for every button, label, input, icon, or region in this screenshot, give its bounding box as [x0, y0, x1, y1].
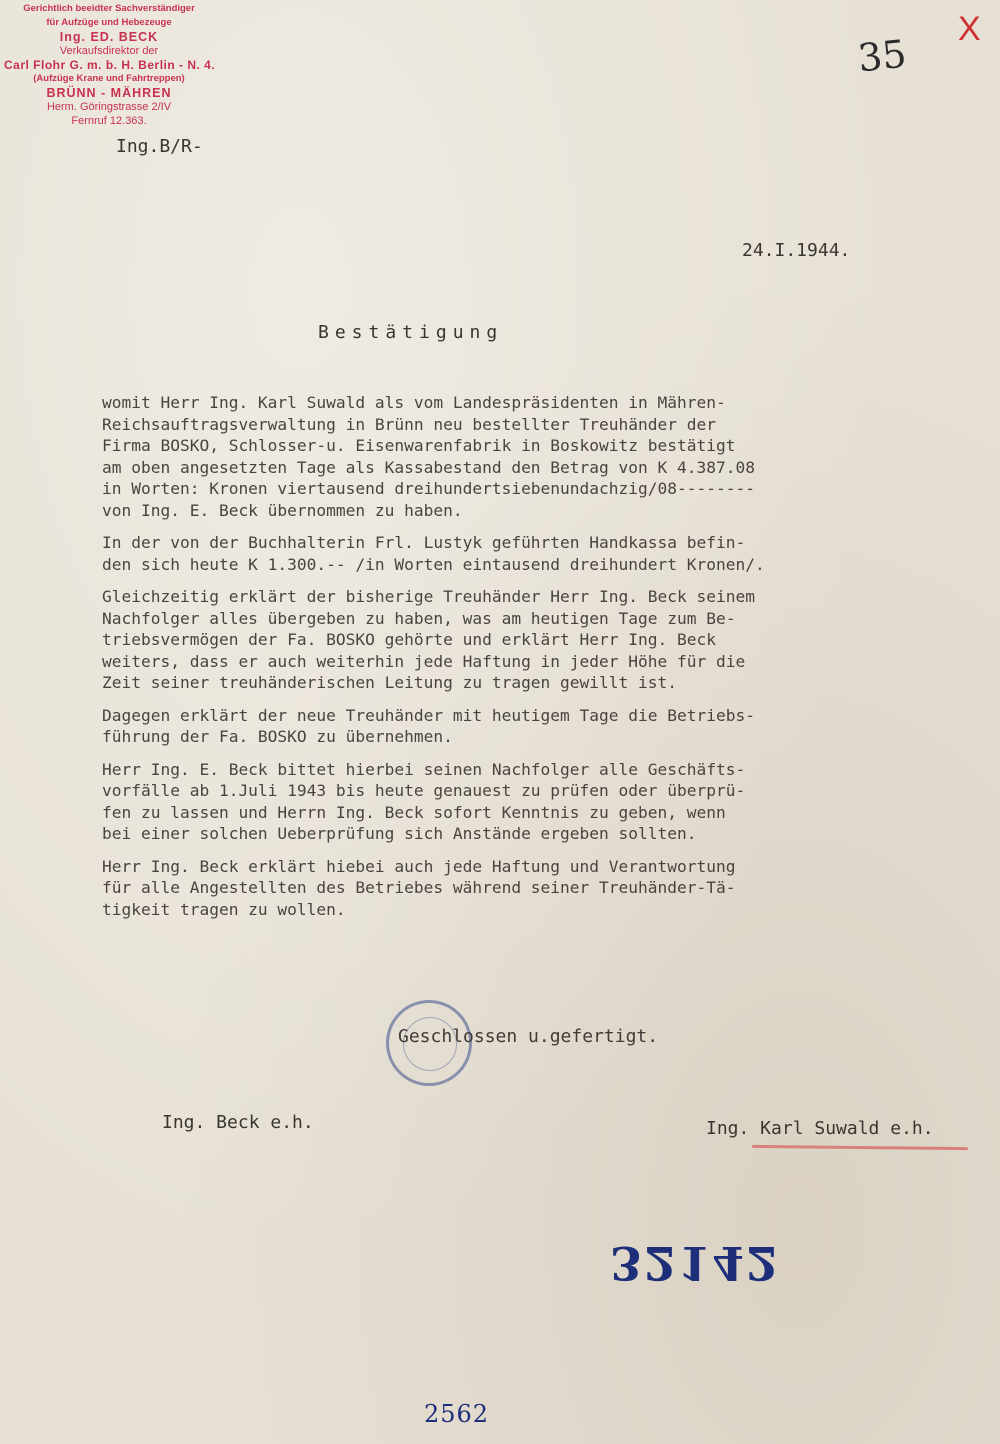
stamp-line: Fernruf 12.363.	[71, 115, 147, 127]
body-line: In der von der Buchhalterin Frl. Lustyk geführten Handkassa befin-	[102, 533, 746, 552]
body-paragraph	[102, 532, 982, 575]
body-line: bei einer solchen Ueberprüfung sich Anstände ergeben sollten.	[102, 824, 697, 843]
body-paragraph	[102, 586, 982, 694]
closing-line: Geschlossen u.gefertigt.	[398, 1026, 659, 1047]
body-line: Dagegen erklärt der neue Treuhänder mit heutigem Tage die Betriebs-	[102, 705, 755, 725]
body-line: führung der Fa. BOSKO zu übernehmen.	[102, 727, 453, 746]
body-paragraph	[102, 759, 982, 845]
body-line: Nachfolger alles übergeben zu haben, was am heutigen Tage zum Be-	[102, 608, 736, 628]
document-date: 24.I.1944.	[742, 240, 851, 261]
body-paragraph	[102, 392, 982, 521]
stamp-line: für Aufzüge und Hebezeuge	[46, 17, 172, 28]
body-line: für alle Angestellten des Betriebes während seiner Treuhänder-Tä-	[102, 878, 736, 897]
stamp-line: Gerichtlich beeidter Sachverständiger	[23, 3, 195, 14]
body-line: vorfälle ab 1.Juli 1943 bis heute genauest zu prüfen oder überprü-	[102, 781, 746, 800]
body-line: Gleichzeitig erklärt der bisherige Treuhänder Herr Ing. Beck seinem	[102, 587, 755, 606]
body-line: tigkeit tragen zu wollen.	[102, 899, 346, 919]
body-line: den sich heute K 1.300.-- /in Worten eintausend dreihundert Kronen/.	[102, 554, 765, 574]
signature-beck: Ing. Beck e.h.	[162, 1112, 314, 1133]
archive-number: 2562	[424, 1400, 490, 1428]
body-line: Herr Ing. Beck erklärt hiebei auch jede Haftung und Verantwortung	[102, 856, 736, 876]
body-line: fen zu lassen und Herrn Ing. Beck sofort Kenntnis zu geben, wenn	[102, 802, 726, 822]
body-line: weiters, dass er auch weiterhin jede Haftung in jeder Höhe für die	[102, 651, 746, 671]
body-line: Herr Ing. E. Beck bittet hierbei seinen Nachfolger alle Geschäfts-	[102, 759, 746, 779]
body-line: Reichsauftragsverwaltung in Brünn neu bestellter Treuhänder der	[102, 414, 716, 434]
stamp-line: Verkaufsdirektor der	[59, 45, 159, 57]
body-line: triebsvermögen der Fa. BOSKO gehörte und erklärt Herr Ing. Beck	[102, 630, 716, 649]
body-line: Firma BOSKO, Schlosser-u. Eisenwarenfabrik in Boskowitz bestätigt	[102, 436, 736, 455]
document-body	[102, 392, 982, 931]
stamp-line: Carl Flohr G. m. b. H. Berlin - N. 4.	[4, 58, 216, 72]
reference-code: Ing.B/R-	[116, 136, 203, 157]
stamp-line: BRÜNN - MÄHREN	[46, 86, 172, 100]
body-line: Zeit seiner treuhänderischen Leitung zu tragen gewillt ist.	[102, 673, 677, 692]
document-title: Bestätigung	[318, 322, 504, 343]
red-underline	[752, 1145, 968, 1150]
body-paragraph	[102, 705, 982, 748]
body-line: in Worten: Kronen viertausend dreihundertsiebenundachzig/08--------	[102, 479, 755, 498]
stamp-line: (Aufzüge Krane und Fahrtreppen)	[33, 73, 185, 84]
handwritten-page-number: 35	[855, 31, 909, 81]
signature-suwald: Ing. Karl Suwald e.h.	[706, 1118, 934, 1139]
letterhead-stamp	[4, 2, 214, 128]
body-line: von Ing. E. Beck übernommen zu haben.	[102, 500, 463, 520]
stamp-line: Ing. ED. BECK	[59, 30, 159, 44]
body-line: am oben angesetzten Tage als Kassabestand den Betrag von K 4.387.08	[102, 457, 755, 477]
red-cross-mark: X	[958, 10, 981, 48]
blue-number-stamp: 32142	[610, 1236, 781, 1290]
stamp-line: Herm. Göringstrasse 2/IV	[46, 101, 172, 113]
body-paragraph	[102, 856, 982, 921]
body-line: womit Herr Ing. Karl Suwald als vom Landespräsidenten in Mähren-	[102, 393, 726, 412]
